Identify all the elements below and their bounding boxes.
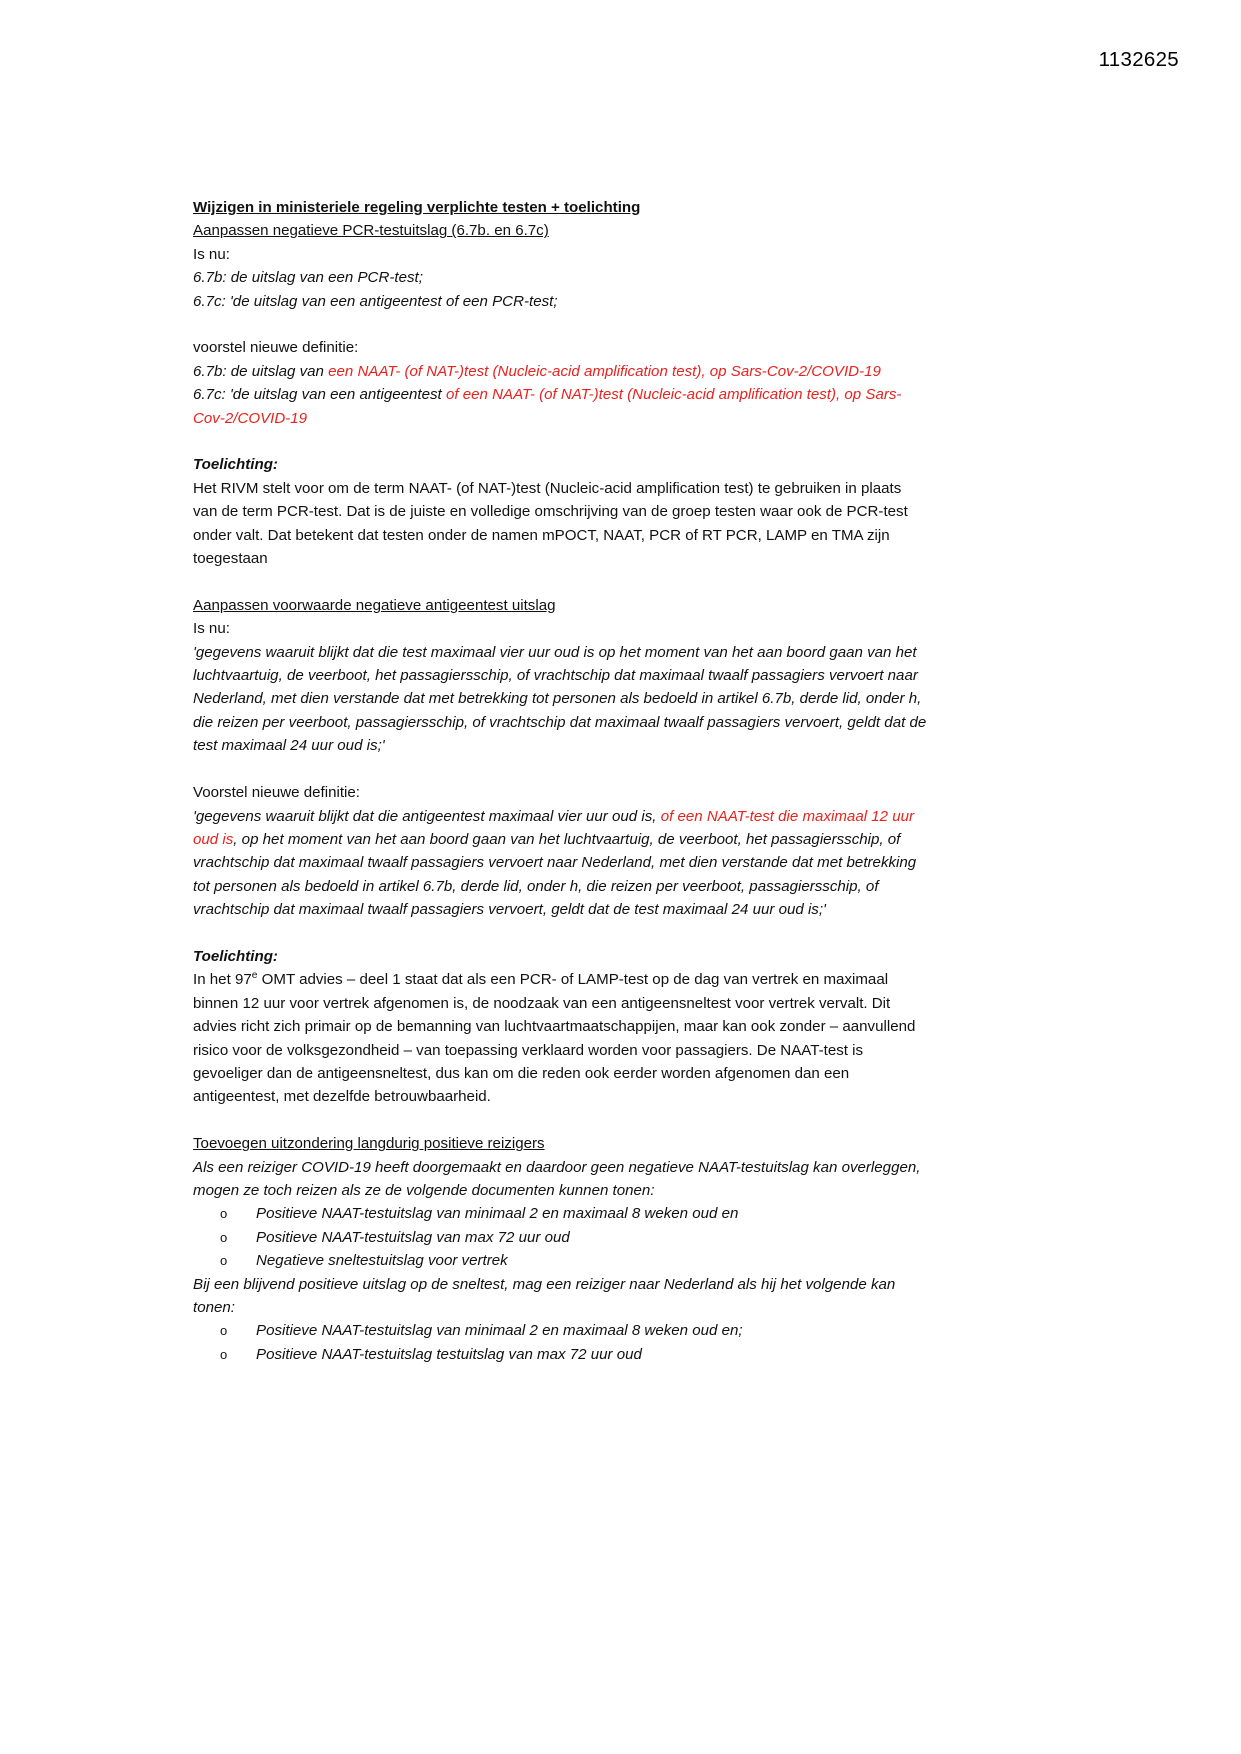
section-2-new-body-part2: , op het moment van het aan boord gaan van het luchtvaartuig, de veerboot, het passagiersschip, of vrachtschip dat maximaal twaalf passagiers vervoert naar Nederland, met dien verstande dat met betrekking tot personen als bedoeld in artikel 6.7b, derde lid, onder h, die reizen per veerboot, passagiersschip, of vrachtschip dat maximaal twaalf passagiers vervoert, geldt dat de test maximaal 24 uur oud is;' (193, 830, 917, 919)
section-2-toelichting-label: Toelichting: (193, 947, 278, 965)
section-1-new-a-red: een NAAT- (of NAT-)test (Nucleic-acid amplification test), op Sars-Cov-2/COVID-19 (328, 362, 881, 380)
list-item (193, 1343, 928, 1366)
list-item (193, 1202, 928, 1225)
section-1-new-a (193, 360, 928, 383)
section-2-toelichting-pre: In het 97 (193, 971, 252, 989)
bullet-marker-icon: o (220, 1253, 228, 1269)
section-heading-1: Aanpassen negatieve PCR-testuitslag (6.7b. en 6.7c) (193, 222, 549, 240)
section-1-new-a-black: 6.7b: de uitslag van (193, 362, 329, 380)
section-2-is-nu-label: Is nu: (193, 620, 230, 638)
section-1-voorstel-label: voorstel nieuwe definitie: (193, 339, 359, 357)
section-heading-2: Aanpassen voorwaarde negatieve antigeentest uitslag (193, 596, 556, 614)
section-2-new-body (193, 805, 928, 922)
section-2-new-body-part1: 'gegevens waaruit blijkt dat die antigeentest maximaal vier uur oud is, (193, 807, 661, 825)
section-1-is-nu-label: Is nu: (193, 245, 230, 263)
section-3-bullet-list-1 (193, 1202, 928, 1272)
bullet-marker-icon: o (220, 1346, 228, 1362)
section-2-toelichting-post: OMT advies – deel 1 staat dat als een PCR- of LAMP-test op de dag van vertrek en maximaal binnen 12 uur voor vertrek afgenomen is, de noodzaak van een antigeensneltest voor vertrek vervalt. Dit advies richt zich primair op de bemanning van luchtvaartmaatschappijen, maar kan ook zonder – aanvullend risico voor de volksgezondheid – van toepassing verklaard worden voor passagiers. De NAAT-test is gevoeliger dan de antigeensneltest, dus kan om die reden ook eerder worden afgenomen dan een antigeentest, met dezelfde betrouwbaarheid. (193, 971, 916, 1106)
section-3-intro: Als een reiziger COVID-19 heeft doorgemaakt en daardoor geen negatieve NAAT-testuitslag kan overleggen, mogen ze toch reizen als ze de volgende documenten kunnen tonen: (193, 1158, 921, 1199)
section-1-new-b-black: 6.7c: 'de uitslag van een antigeentest (193, 386, 446, 404)
document-body (193, 196, 928, 1366)
bullet-marker-icon: o (220, 1206, 228, 1222)
list-item (193, 1226, 928, 1249)
section-1-new-b (193, 383, 928, 430)
section-1-new-b-red: of een NAAT- (of NAT-)test (Nucleic-acid amplification test), op Sars-Cov-2/COVID-19 (193, 386, 902, 427)
section-3-intro-2: Bij een blijvend positieve uitslag op de sneltest, mag een reiziger naar Nederland als hij het volgende kan tonen: (193, 1275, 896, 1316)
section-2-toelichting-body (193, 968, 928, 1108)
list-item (193, 1319, 928, 1342)
list-item-label: Positieve NAAT-testuitslag testuitslag van max 72 uur oud (256, 1345, 642, 1363)
section-2-new-body-red: of een NAAT-test die maximaal 12 uur oud is (193, 807, 915, 848)
spacer (193, 922, 928, 945)
spacer (193, 758, 928, 781)
list-item-label: Positieve NAAT-testuitslag van minimaal 2 en maximaal 8 weken oud en; (256, 1322, 743, 1340)
section-2-toelichting-superscript: e (251, 970, 258, 982)
list-item (193, 1249, 928, 1272)
section-1-toelichting-label: Toelichting: (193, 456, 278, 474)
document-number: 1132625 (1098, 48, 1179, 71)
list-item-label: Positieve NAAT-testuitslag van minimaal 2 en maximaal 8 weken oud en (256, 1205, 739, 1223)
spacer (193, 430, 928, 453)
list-item-label: Positieve NAAT-testuitslag van max 72 uur oud (256, 1228, 570, 1246)
spacer (193, 313, 928, 336)
bullet-marker-icon: o (220, 1229, 228, 1245)
spacer (193, 1109, 928, 1132)
list-item-label: Negatieve sneltestuitslag voor vertrek (256, 1252, 508, 1270)
section-1-current-a: 6.7b: de uitslag van een PCR-test; (193, 269, 423, 287)
section-1-current-b: 6.7c: 'de uitslag van een antigeentest of een PCR-test; (193, 292, 558, 310)
spacer (193, 570, 928, 593)
section-1-toelichting-body: Het RIVM stelt voor om de term NAAT- (of NAT-)test (Nucleic-acid amplification test) te gebruiken in plaats van de term PCR-test. Dat is de juiste en volledige omschrijving van de groep testen waar ook de PCR-test onder valt. Dat betekent dat testen onder de namen mPOCT, NAAT, PCR of RT PCR, LAMP en TMA zijn toegestaan (193, 479, 908, 568)
bullet-marker-icon: o (220, 1323, 228, 1339)
section-2-current-body: 'gegevens waaruit blijkt dat die test maximaal vier uur oud is op het moment van het aan boord gaan van het luchtvaartuig, de veerboot, het passagiersschip, of vrachtschip dat maximaal twaalf passagiers vervoert naar Nederland, met dien verstande dat met betrekking tot personen als bedoeld in artikel 6.7b, derde lid, onder h, die reizen per veerboot, passagiersschip, of vrachtschip dat maximaal twaalf passagiers vervoert, geldt dat de test maximaal 24 uur oud is;' (193, 643, 927, 755)
section-2-voorstel-label: Voorstel nieuwe definitie: (193, 784, 360, 802)
page-title: Wijzigen in ministeriele regeling verplichte testen + toelichting (193, 199, 641, 216)
section-heading-3: Toevoegen uitzondering langdurig positieve reizigers (193, 1135, 545, 1153)
section-3-bullet-list-2 (193, 1319, 928, 1366)
